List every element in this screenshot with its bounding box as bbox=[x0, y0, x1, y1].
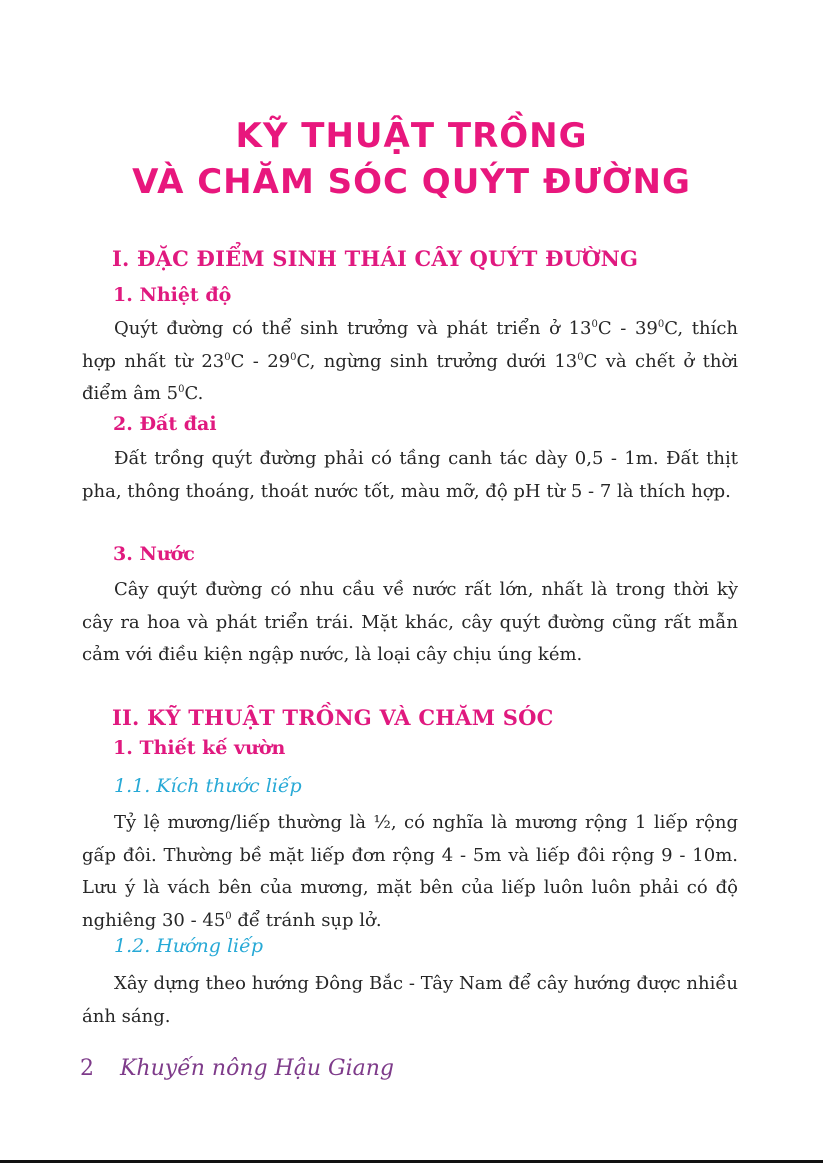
subsection-bed-size-heading: 1.1. Kích thước liếp bbox=[114, 775, 302, 797]
subsection-temperature-heading: 1. Nhiệt độ bbox=[113, 284, 232, 306]
bed-direction-paragraph: Xây dựng theo hướng Đông Bắc - Tây Nam để cây hướng được nhiều ánh sáng. bbox=[82, 973, 738, 1027]
subsection-bed-direction-heading: 1.2. Hướng liếp bbox=[114, 935, 263, 957]
subsection-soil-heading: 2. Đất đai bbox=[113, 413, 217, 435]
soil-paragraph: Đất trồng quýt đường phải có tầng canh tác dày 0,5 - 1m. Đất thịt pha, thông thoáng, thoát nước tốt, màu mỡ, độ pH từ 5 - 7 là thích hợp. bbox=[82, 448, 738, 502]
title-line-2: VÀ CHĂM SÓC QUÝT ĐƯỜNG bbox=[132, 162, 691, 202]
water-paragraph: Cây quýt đường có nhu cầu về nước rất lớn, nhất là trong thời kỳ cây ra hoa và phát triển trái. Mặt khác, cây quýt đường cũng rất mẫn cảm với điều kiện ngập nước, là loại cây chịu úng kém. bbox=[82, 579, 738, 665]
bed-size-paragraph: Tỷ lệ mương/liếp thường là ½, có nghĩa là mương rộng 1 liếp rộng gấp đôi. Thường bề mặt liếp đơn rộng 4 - 5m và liếp đôi rộng 9 - 10m. Lưu ý là vách bên của mương, mặt bên của liếp luôn luôn phải có độ nghiêng $30 - 45^0$ để tránh sụp lở. bbox=[82, 812, 738, 931]
subsection-garden-design-heading: 1. Thiết kế vườn bbox=[113, 737, 286, 759]
section-1-heading: I. ĐẶC ĐIỂM SINH THÁI CÂY QUÝT ĐƯỜNG bbox=[112, 246, 639, 271]
section-2-heading: II. KỸ THUẬT TRỒNG VÀ CHĂM SÓC bbox=[112, 705, 554, 730]
page-number: 2 bbox=[80, 1056, 94, 1081]
subsection-water-heading: 3. Nước bbox=[113, 543, 195, 565]
footer-publication: Khuyến nông Hậu Giang bbox=[120, 1056, 395, 1081]
temperature-paragraph: Quýt đường có thể sinh trưởng và phát triển ở $13^0C - 39^0C$, thích hợp nhất từ $23^0C - 29^0C$, ngừng sinh trưởng dưới $13^0C$ và chết ở thời điểm âm $5^0C$. bbox=[82, 318, 739, 404]
title-line-1: KỸ THUẬT TRỒNG bbox=[235, 116, 588, 156]
